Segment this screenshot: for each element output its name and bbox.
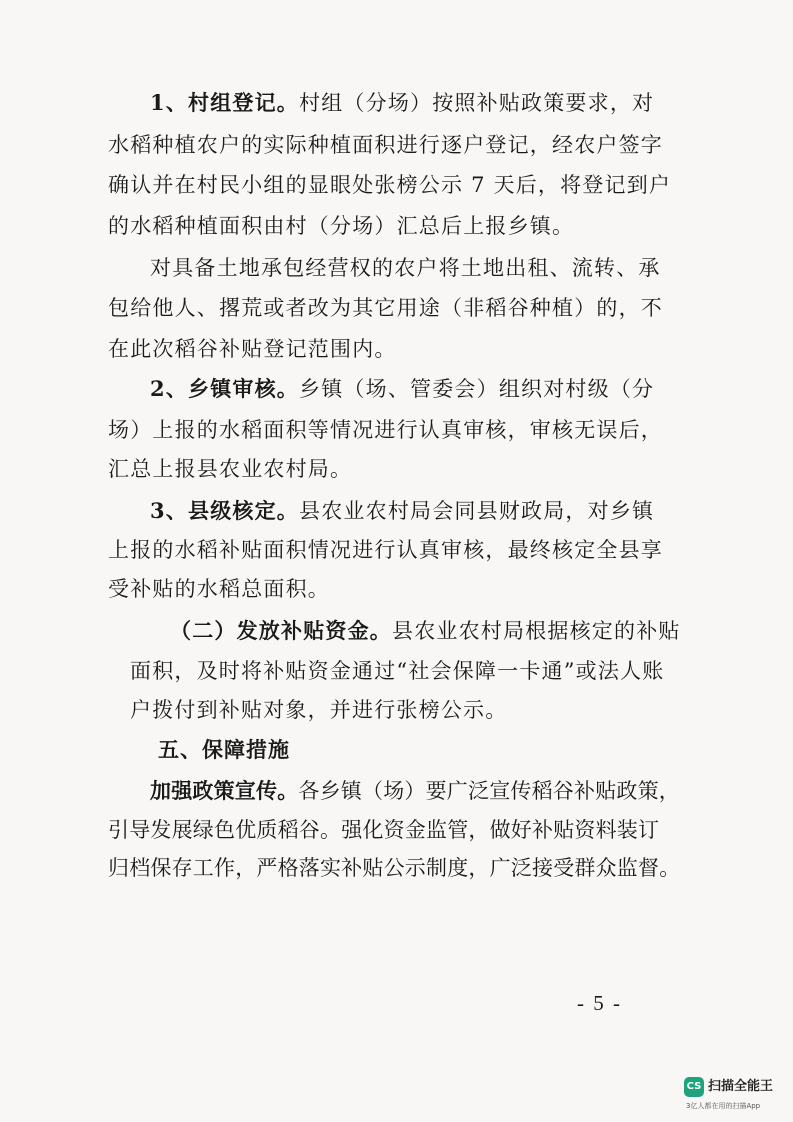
p5-line1-text: 县农业农村局根据核定的补贴 xyxy=(392,619,681,643)
p1-line3: 确认并在村民小组的显眼处张榜公示 7 天后，将登记到户 xyxy=(108,173,672,197)
p3-line1 xyxy=(150,374,654,404)
p5-line2: 面积，及时将补贴资金通过“社会保障一卡通”或法人账 xyxy=(130,659,665,683)
p3-lead: 2、乡镇审核。 xyxy=(150,376,300,401)
p6-line1 xyxy=(150,776,680,806)
p1-lead: 1、村组登记。 xyxy=(150,90,300,115)
watermark-title: 扫描全能王 xyxy=(708,1079,774,1094)
p5-lead: （二）发放补贴资金。 xyxy=(170,618,392,643)
p5-line3: 户拨付到补贴对象，并进行张榜公示。 xyxy=(130,698,508,722)
scanner-watermark xyxy=(680,1073,790,1119)
p1-line4: 的水稻种植面积由村（分场）汇总后上报乡镇。 xyxy=(108,214,575,238)
p2-line3: 在此次稻谷补贴登记范围内。 xyxy=(108,337,397,361)
p4-line2: 上报的水稻补贴面积情况进行认真审核，最终核定全县享 xyxy=(108,538,663,562)
p3-line2: 场）上报的水稻面积等情况进行认真审核，审核无误后， xyxy=(108,418,663,442)
p3-line1-text: 乡镇（场、管委会）组织对村级（分 xyxy=(299,377,655,401)
camscanner-logo-icon: CS xyxy=(684,1077,704,1097)
p1-line1 xyxy=(150,88,654,118)
p4-lead: 3、县级核定。 xyxy=(150,498,300,523)
p5-line1 xyxy=(170,616,681,646)
p4-line3: 受补贴的水稻总面积。 xyxy=(108,577,330,601)
p2-line2: 包给他人、撂荒或者改为其它用途（非稻谷种植）的，不 xyxy=(108,296,663,320)
section-heading-5: 五、保障措施 xyxy=(158,738,290,762)
p1-line1-text: 村组（分场）按照补贴政策要求，对 xyxy=(299,91,655,115)
page-number: - 5 - xyxy=(577,991,622,1015)
p2-line1: 对具备土地承包经营权的农户将土地出租、流转、承 xyxy=(150,256,661,280)
watermark-subtitle: 3亿人都在用的扫描App xyxy=(686,1102,761,1110)
p6-line2: 引导发展绿色优质稻谷。强化资金监管，做好补贴资料装订 xyxy=(108,818,660,842)
p6-line1-text: 各乡镇（场）要广泛宣传稻谷补贴政策， xyxy=(298,779,681,803)
p6-line3: 归档保存工作，严格落实补贴公示制度，广泛接受群众监督。 xyxy=(108,856,681,880)
p6-lead: 加强政策宣传。 xyxy=(150,778,299,803)
p1-line2: 水稻种植农户的实际种植面积进行逐户登记，经农户签字 xyxy=(108,133,663,157)
p4-line1-text: 县农业农村局会同县财政局，对乡镇 xyxy=(299,499,655,523)
p3-line3: 汇总上报县农业农村局。 xyxy=(108,457,353,481)
p4-line1 xyxy=(150,496,654,526)
